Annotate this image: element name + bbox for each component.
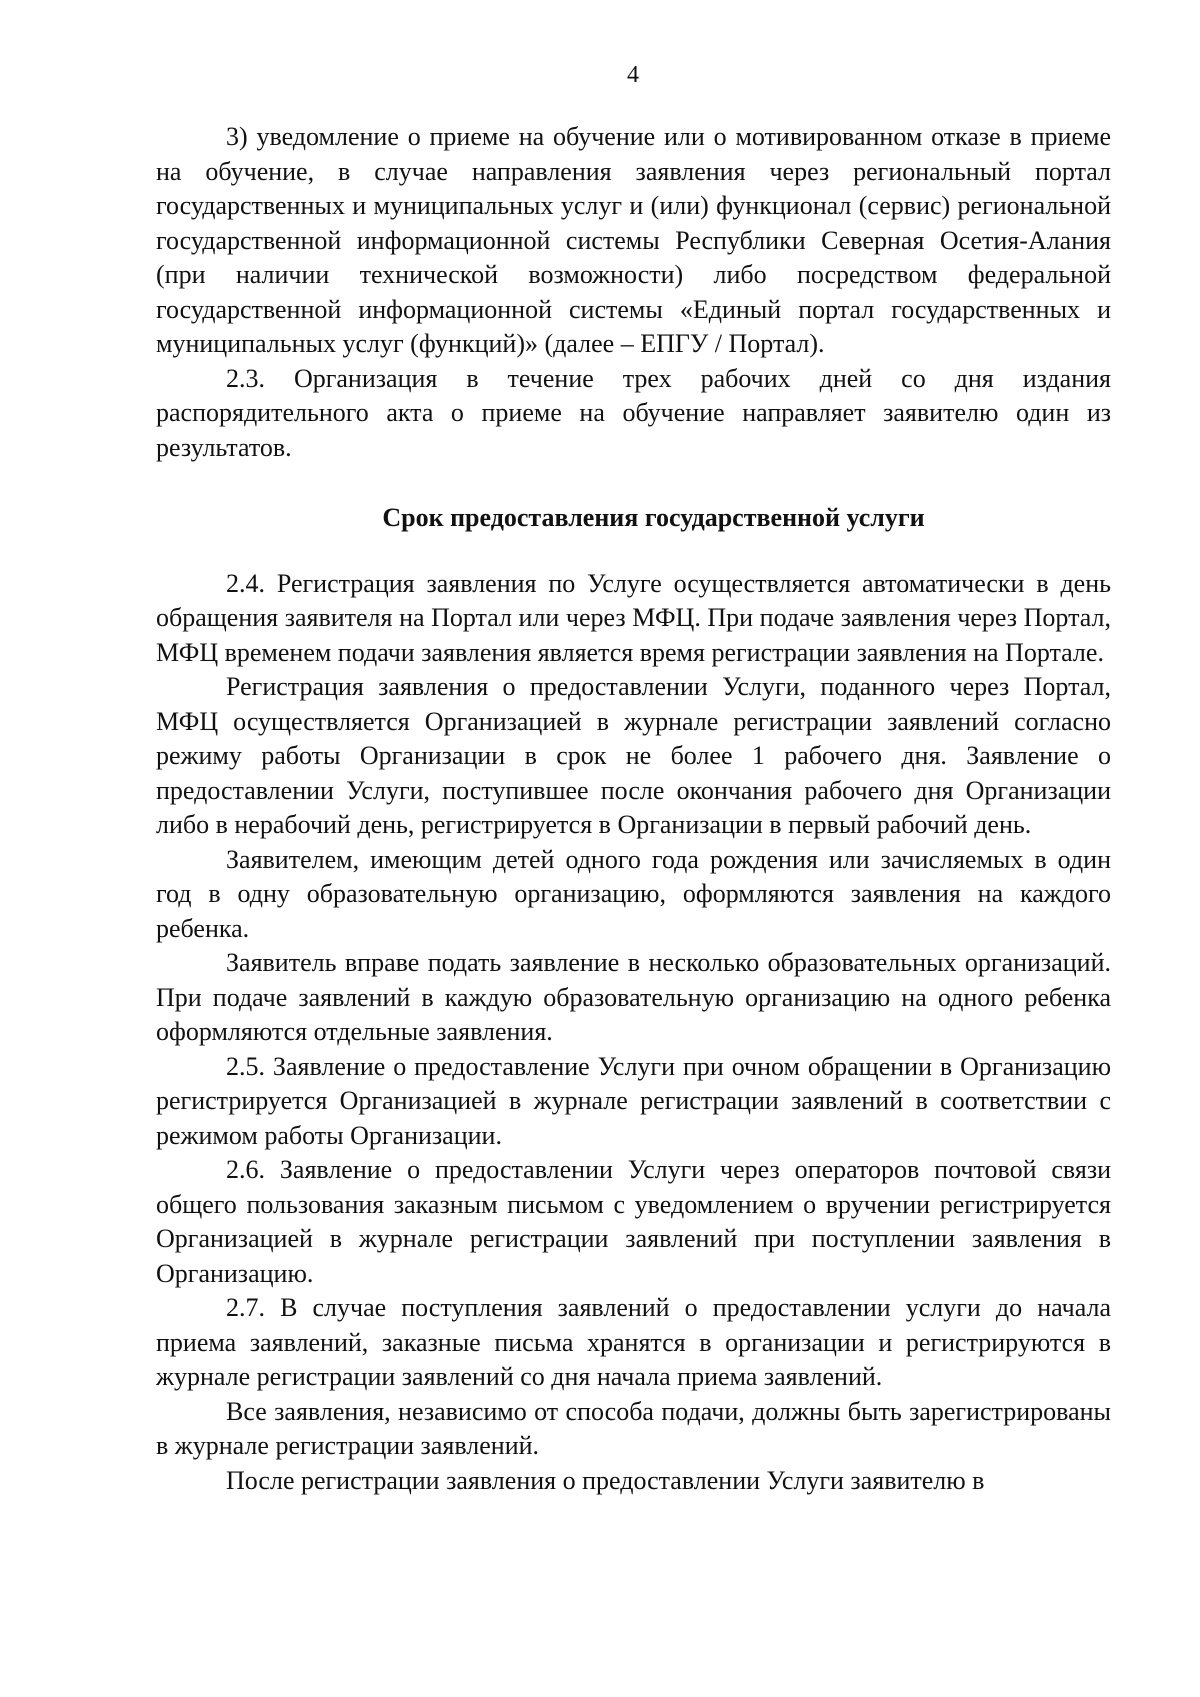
paragraph-result-notification: 3) уведомление о приеме на обучение или о мотивированном отказе в приеме на обучение, в случае направления заявления через региональный портал государственных и муниципальных услуг и (или) функционал (сервис) региональной государственной информационной системы Республики Северная Осетия-Алания (при наличии технической возможности) либо посредством федеральной государственной информационной системы «Единый портал государственных и муниципальных услуг (функций)» (далее – ЕПГУ / Портал). (156, 122, 1111, 358)
paragraph-registration-portal: Регистрация заявления о предоставлении Услуги, поданного через Портал, МФЦ осуществляется Организацией в журнале регистрации заявлений согласно режиму работы Организации в срок не более 1 рабочего дня. Заявление о предоставлении Услуги, поступившее после окончания рабочего дня Организации либо в нерабочий день, регистрируется в Организации в первый рабочий день. (156, 672, 1111, 839)
section-heading: Срок предоставления государственной услуги (382, 503, 925, 532)
paragraph-multiple-children: Заявителем, имеющим детей одного года рождения или зачисляемых в один год в одну образовательную организацию, оформляются заявления на каждого ребенка. (156, 844, 1111, 943)
paragraph-multiple-organizations: Заявитель вправе подать заявление в несколько образовательных организаций. При подаче заявлений в каждую образовательную организацию на одного ребенка оформляются отдельные заявления. (156, 948, 1111, 1046)
paragraph-2-5: 2.5. Заявление о предоставление Услуги при очном обращении в Организацию регистрируется Организацией в журнале регистрации заявлений в соответствии с режимом работы Организации. (156, 1051, 1111, 1150)
page-number: 4 (627, 62, 639, 88)
document-body (156, 120, 1111, 1498)
paragraph-2-6: 2.6. Заявление о предоставлении Услуги через операторов почтовой связи общего пользования заказным письмом с уведомлением о вручении регистрируется Организацией в журнале регистрации заявлений при поступлении заявления в Организацию. (156, 1155, 1111, 1288)
paragraph-after-registration: После регистрации заявления о предоставлении Услуги заявителю в (226, 1465, 985, 1495)
paragraph-all-registered: Все заявления, независимо от способа подачи, должны быть зарегистрированы в журнале регистрации заявлений. (156, 1396, 1111, 1460)
paragraph-2-4: 2.4. Регистрация заявления по Услуге осуществляется автоматически в день обращения заявителя на Портал или через МФЦ. При подаче заявления через Портал, МФЦ временем подачи заявления является время регистрации заявления на Портале. (156, 568, 1111, 667)
paragraph-2-7: 2.7. В случае поступления заявлений о предоставлении услуги до начала приема заявлений, заказные письма хранятся в организации и регистрируются в журнале регистрации заявлений со дня начала приема заявлений. (156, 1293, 1111, 1391)
paragraph-2-3: 2.3. Организация в течение трех рабочих дней со дня издания распорядительного акта о приеме на обучение направляет заявителю один из результатов. (156, 363, 1111, 462)
